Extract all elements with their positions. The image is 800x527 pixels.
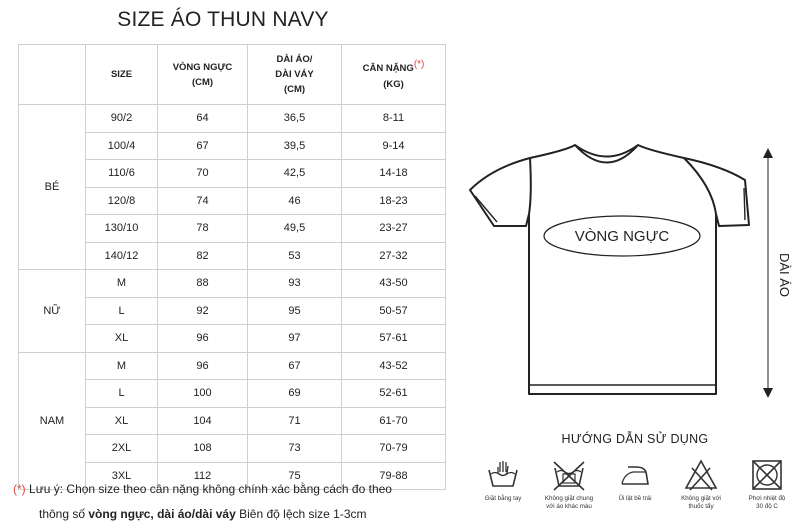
table-row: 140/12 82 53 27-32 — [19, 242, 446, 270]
size-table — [18, 44, 446, 490]
tumble-dry-icon — [750, 458, 784, 492]
tshirt-outline — [470, 145, 749, 394]
care-item: Không giặt với thuốc tẩy — [668, 458, 734, 511]
header-weight: CÂN NẶNG(*) (KG) — [342, 45, 446, 105]
no-mixed-wash-icon — [552, 458, 586, 492]
header-length: DÀI ÁO/ DÀI VÁY (CM) — [248, 45, 342, 105]
care-icons — [470, 458, 800, 511]
group-be: BÉ — [19, 105, 86, 270]
header-group — [19, 45, 86, 105]
care-item: Không giặt chung với áo khác màu — [536, 458, 602, 511]
arrow-up-icon — [763, 148, 773, 158]
table-row: L 100 69 52-61 — [19, 380, 446, 408]
table-row: XL 104 71 61-70 — [19, 407, 446, 435]
size-note: (*) Lưu ý: Chọn size theo cân nặng không chính xác bằng cách đo theo thông số vòng ngực, dài áo/dài váy Biên độ lệch size 1-3cm — [13, 482, 392, 521]
care-item: Giặt bằng tay — [470, 458, 536, 511]
arrow-down-icon — [763, 388, 773, 398]
note-mark: (*) — [13, 482, 26, 496]
group-nam: NAM — [19, 352, 86, 490]
no-bleach-icon — [684, 458, 718, 492]
table-row: 100/4 67 39,5 9-14 — [19, 132, 446, 160]
table-row: 110/6 70 42,5 14-18 — [19, 160, 446, 188]
table-row: 120/8 74 46 18-23 — [19, 187, 446, 215]
page-title: SIZE ÁO THUN NAVY — [117, 8, 329, 31]
tshirt-diagram — [462, 140, 792, 410]
table-row: NỮ M 88 93 43-50 — [19, 270, 446, 298]
care-title: HƯỚNG DẪN SỬ DỤNG — [561, 432, 709, 446]
table-row: 3XL 112 75 79-88 — [19, 462, 446, 490]
table-row: L 92 95 50-57 — [19, 297, 446, 325]
table-row: BÉ 90/2 64 36,5 8-11 — [19, 105, 446, 133]
care-item: Ủi lật bề trái — [602, 458, 668, 511]
table-row: XL 96 97 57-61 — [19, 325, 446, 353]
header-size: SIZE — [86, 45, 158, 105]
required-mark: (*) — [413, 59, 425, 71]
hand-wash-icon — [486, 458, 520, 492]
header-chest: VÒNG NGỰC (CM) — [158, 45, 248, 105]
table-row: 2XL 108 73 70-79 — [19, 435, 446, 463]
length-label: DÀI ÁO — [777, 252, 792, 298]
iron-inside-out-icon — [618, 458, 652, 492]
group-nu: NỮ — [19, 270, 86, 353]
chest-label: VÒNG NGỰC — [574, 228, 670, 245]
table-row: 130/10 78 49,5 23-27 — [19, 215, 446, 243]
table-header-row — [19, 45, 446, 105]
care-item: Phơi nhiệt độ 30 độ C — [734, 458, 800, 511]
table-row: NAM M 96 67 43-52 — [19, 352, 446, 380]
